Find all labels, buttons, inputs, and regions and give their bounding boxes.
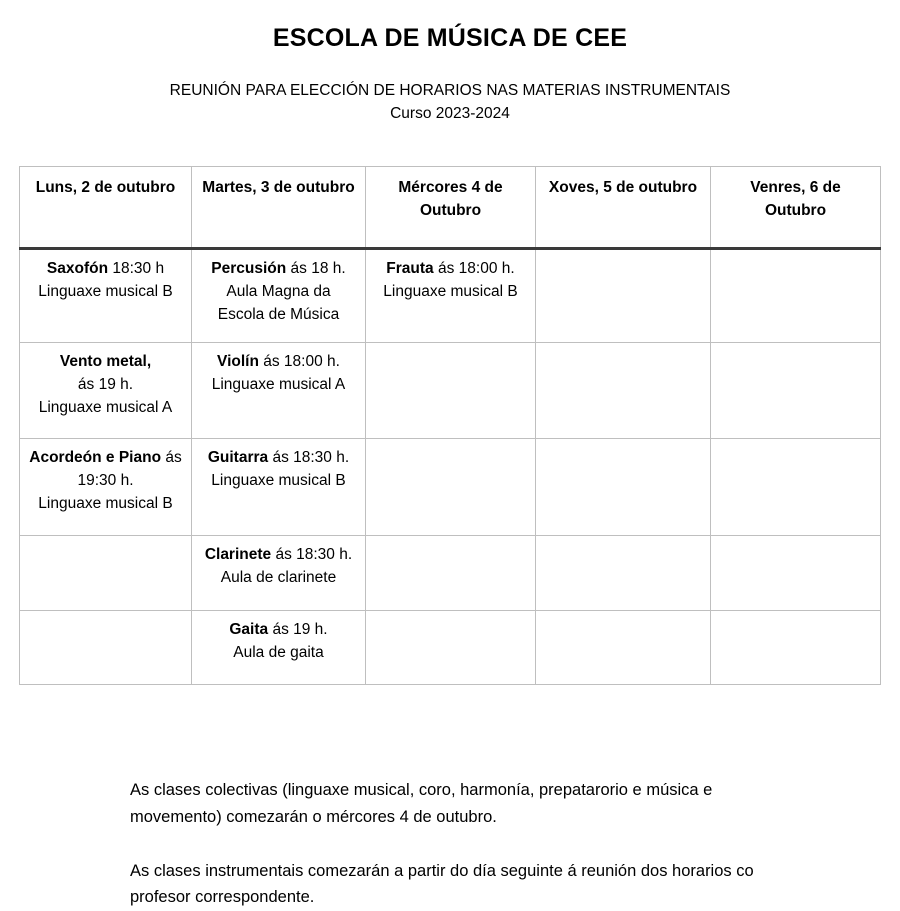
table-row [20, 439, 881, 536]
schedule-cell [192, 343, 366, 439]
schedule-cell [711, 343, 881, 439]
schedule-cell-line-2: ás 19 h. [77, 376, 134, 394]
instrument-name: Acordeón e Piano [29, 449, 162, 467]
instrument-name: Vento metal, [59, 353, 152, 371]
page-title: ESCOLA DE MÚSICA DE CEE [272, 24, 628, 52]
schedule-cell [711, 249, 881, 343]
table-header-row [20, 167, 881, 249]
schedule-cell-line-2: 19:30 h. [77, 472, 134, 490]
table-row [20, 249, 881, 343]
schedule-cell [536, 343, 711, 439]
instrument-name: Frauta [386, 260, 434, 278]
schedule-cell-line-primary [29, 351, 182, 374]
footer-notes [130, 777, 790, 911]
schedule-cell-line-primary: Percusión ás 18 h. [211, 260, 346, 278]
table-row [20, 536, 881, 611]
schedule-cell [366, 439, 536, 536]
schedule-cell-line-3: Escola de Música [217, 306, 340, 324]
schedule-table-container [19, 166, 880, 685]
schedule-cell [20, 611, 192, 685]
document-header [0, 0, 900, 125]
instrument-name: Saxofón [46, 260, 109, 278]
instrument-name: Guitarra [207, 449, 269, 467]
column-header-wednesday: Mércores 4 de Outubro [366, 167, 536, 249]
instrument-name: Percusión [211, 260, 287, 278]
schedule-cell-line-primary: Guitarra ás 18:30 h. [207, 449, 350, 467]
instrument-name: Gaita [229, 621, 269, 639]
schedule-cell-line-2: Linguaxe musical B [383, 283, 518, 301]
schedule-table [19, 166, 881, 685]
schedule-cell-line-2: Aula de clarinete [220, 569, 337, 587]
schedule-cell-line-2: Aula de gaita [233, 644, 324, 662]
column-header-tuesday: Martes, 3 de outubro [192, 167, 366, 249]
schedule-cell-line-3: Linguaxe musical A [38, 399, 173, 417]
schedule-cell [20, 439, 192, 536]
schedule-cell-line-primary: Saxofón 18:30 h [46, 260, 165, 278]
table-row [20, 343, 881, 439]
schedule-cell [536, 249, 711, 343]
schedule-cell-line-2: Linguaxe musical B [211, 472, 346, 490]
schedule-cell-line-2: Linguaxe musical A [211, 376, 346, 394]
schedule-cell [20, 343, 192, 439]
schedule-cell-line-primary: Frauta ás 18:00 h. [386, 260, 515, 278]
column-header-friday: Venres, 6 de Outubro [711, 167, 881, 249]
schedule-cell [536, 439, 711, 536]
column-header-thursday: Xoves, 5 de outubro [536, 167, 711, 249]
schedule-cell-line-3: Linguaxe musical B [38, 495, 173, 513]
subtitle-line-meeting: REUNIÓN PARA ELECCIÓN DE HORARIOS NAS MATERIAS INSTRUMENTAIS [169, 81, 731, 99]
schedule-cell [192, 439, 366, 536]
schedule-cell [192, 611, 366, 685]
schedule-table-body [20, 249, 881, 685]
note-instrumental-classes: As clases instrumentais comezarán a partir do día seguinte á reunión dos horarios co profesor correspondente. [130, 861, 754, 907]
schedule-cell [192, 536, 366, 611]
schedule-cell [366, 343, 536, 439]
schedule-cell-line-primary: Clarinete ás 18:30 h. [204, 546, 353, 564]
document-subtitle [0, 79, 900, 126]
table-row [20, 611, 881, 685]
schedule-cell [536, 536, 711, 611]
schedule-cell-line-primary: Violín ás 18:00 h. [217, 353, 340, 371]
schedule-cell-line-primary: Gaita ás 19 h. [229, 621, 328, 639]
schedule-cell [366, 536, 536, 611]
instrument-name: Violín [217, 353, 259, 371]
schedule-cell-line-2: Linguaxe musical B [38, 283, 173, 301]
note-collective-classes: As clases colectivas (linguaxe musical, coro, harmonía, prepatarorio e música e movemento) comezarán o mércores 4 de outubro. [130, 781, 713, 826]
schedule-cell-line-primary: Acordeón e Piano ás [29, 449, 182, 467]
schedule-cell [20, 249, 192, 343]
schedule-cell [536, 611, 711, 685]
schedule-cell [366, 611, 536, 685]
subtitle-line-course: Curso 2023-2024 [390, 105, 510, 122]
schedule-cell [366, 249, 536, 343]
schedule-cell-line-2: Aula Magna da [226, 283, 331, 301]
instrument-name: Clarinete [204, 546, 272, 564]
schedule-cell [192, 249, 366, 343]
schedule-cell [20, 536, 192, 611]
schedule-cell [711, 536, 881, 611]
schedule-cell [711, 439, 881, 536]
column-header-monday: Luns, 2 de outubro [20, 167, 192, 249]
schedule-cell [711, 611, 881, 685]
